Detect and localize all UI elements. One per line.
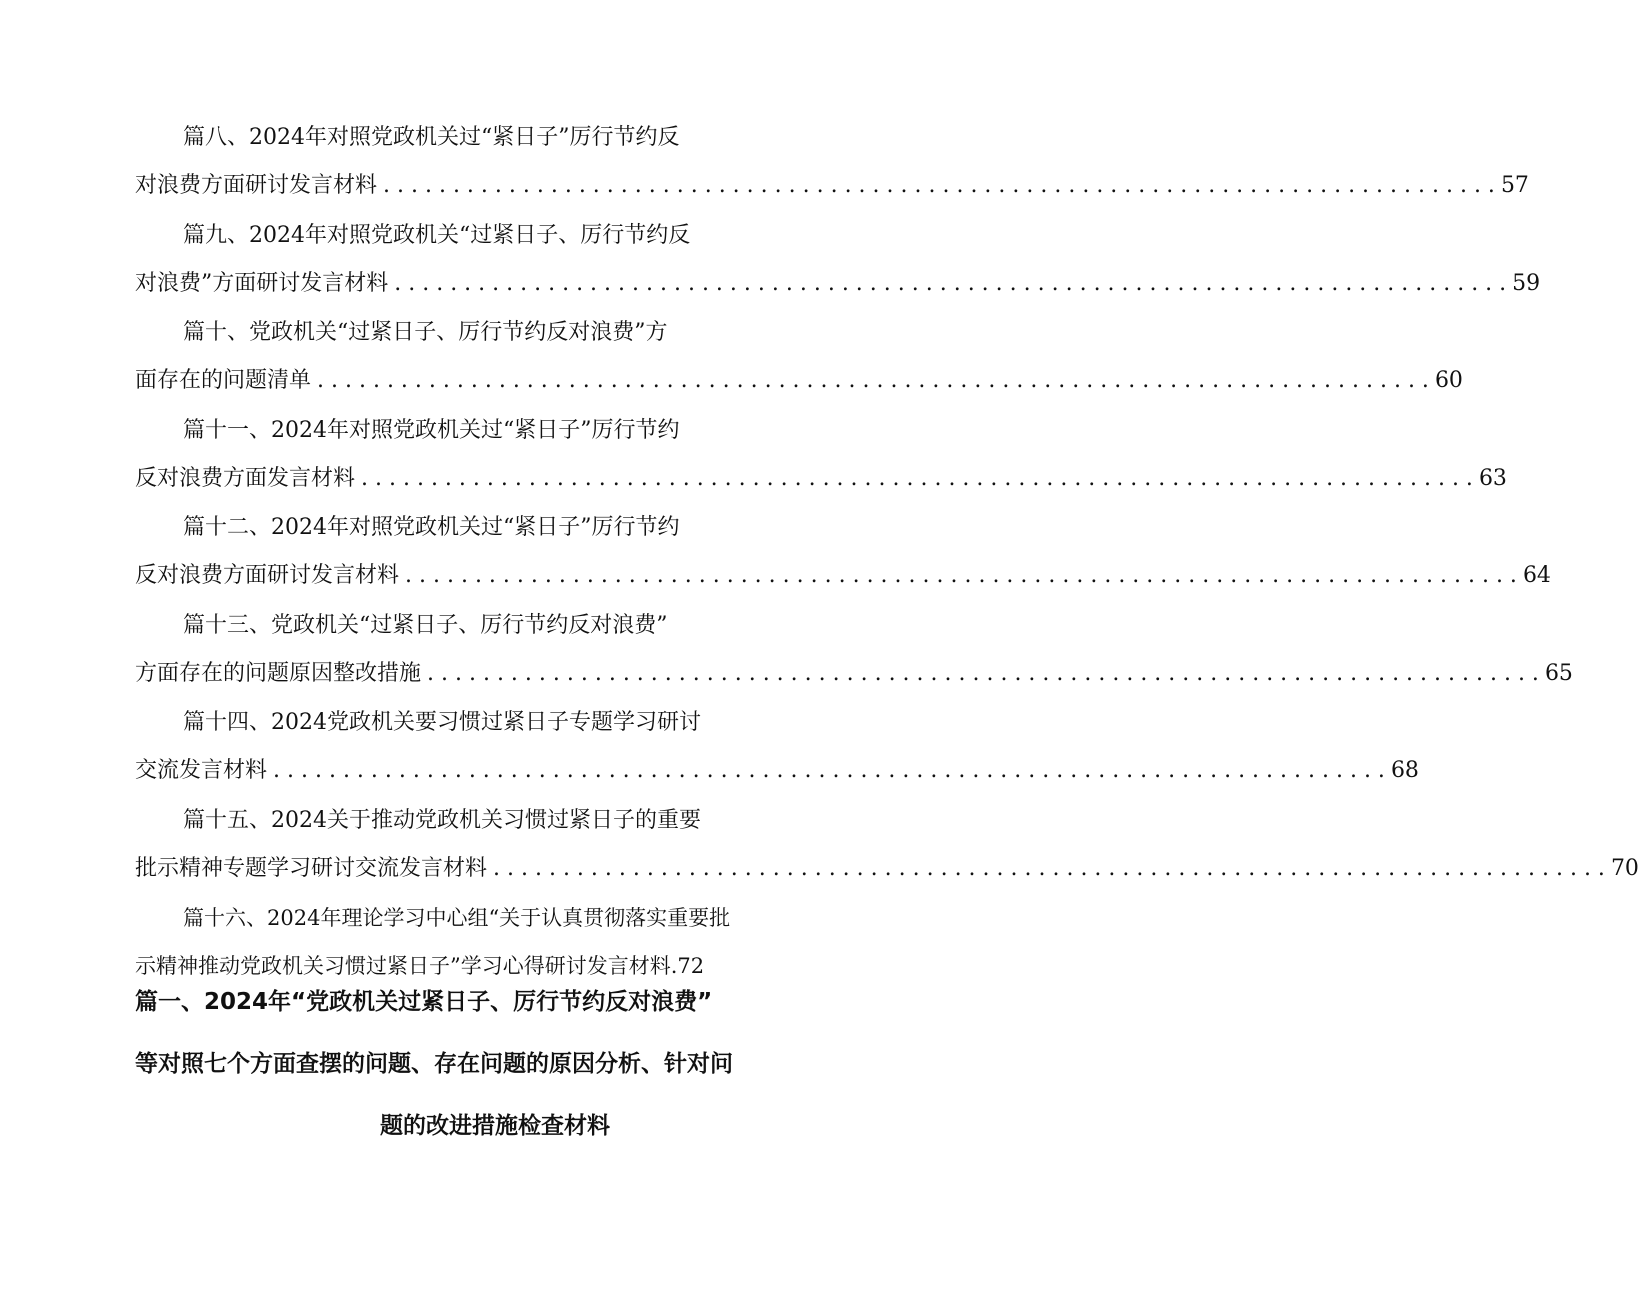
toc-entry-title-text: 反对浪费方面发言材料	[135, 465, 356, 491]
dot-leader: . . . . . . . . . . . . . . . . . . . . . . . . . . . . . . . . . . . . . . . . . . . . . . . . . . . . . . . . . . . . . . . . . . . . . . . . . . . . . . . .	[405, 563, 1517, 588]
toc-entry-title-line2	[135, 166, 1529, 206]
dot-leader: . . . . . . . . . . . . . . . . . . . . . . . . . . . . . . . . . . . . . . . . . . . . . . . . . . . . . . . . . . . . . . . . . . . . . . . . . . . . . . . .	[273, 758, 1385, 783]
toc-entry[interactable]	[135, 411, 1507, 503]
toc-page-number: 63	[1478, 465, 1507, 491]
dot-leader: . . . . . . . . . . . . . . . . . . . . . . . . . . . . . . . . . . . . . . . . . . . . . . . . . . . . . . . . . . . . . . . . . . . . . . . . . . . . . . . .	[394, 270, 1507, 296]
toc-page-number: 57	[1500, 173, 1529, 198]
section-heading-line2: 等对照七个方面查摆的问题、存在问题的原因分析、针对问	[135, 1051, 733, 1077]
toc-entry-title-line2	[135, 361, 1463, 401]
toc-entry-title-text: 批示精神专题学习研讨交流发言材料	[135, 855, 488, 881]
toc-entry-title-text: 方面存在的问题原因整改措施	[135, 660, 422, 686]
dot-leader: . . . . . . . . . . . . . . . . . . . . . . . . . . . . . . . . . . . . . . . . . . . . . . . . . . . . . . . . . . . . . . . . . . . . . . . . . . . . . . . .	[493, 855, 1605, 881]
toc-entry[interactable]	[135, 216, 1541, 308]
toc-entry-title-line2	[135, 751, 1419, 791]
toc-page-number: 70	[1610, 855, 1639, 881]
toc-entry-title-line1: 篇十一、2024年对照党政机关过“紧日子”厉行节约	[183, 417, 680, 443]
toc-page-number: 60	[1434, 368, 1463, 393]
toc-entry[interactable]	[135, 898, 775, 990]
toc-entry-title-line1: 篇十二、2024年对照党政机关过“紧日子”厉行节约	[183, 515, 680, 540]
toc-entry-title-line1: 篇十、党政机关“过紧日子、厉行节约反对浪费”方	[183, 320, 668, 345]
toc-entry-title-text: 对浪费”方面研讨发言材料	[135, 270, 389, 296]
toc-entry-title-text: 交流发言材料	[135, 758, 268, 783]
toc-entry[interactable]	[135, 606, 1573, 698]
toc-entry-title-line1: 篇九、2024年对照党政机关“过紧日子、厉行节约反	[183, 222, 691, 248]
dot-leader: . . . . . . . . . . . . . . . . . . . . . . . . . . . . . . . . . . . . . . . . . . . . . . . . . . . . . . . . . . . . . . . . . . . . . . . . . . . . . . . .	[383, 173, 1495, 198]
toc-entry-title-line2	[135, 264, 1541, 304]
toc-entry-title-text: 反对浪费方面研讨发言材料	[135, 563, 400, 588]
toc-entry-title-text: 面存在的问题清单	[135, 368, 312, 393]
section-heading-line1: 篇一、2024年“党政机关过紧日子、厉行节约反对浪费”	[135, 989, 713, 1015]
toc-page-number: 72	[677, 954, 705, 978]
toc-entry-title-line1: 篇十四、2024党政机关要习惯过紧日子专题学习研讨	[183, 710, 701, 735]
toc-entry-title-line1: 篇十六、2024年理论学习中心组“关于认真贯彻落实重要批	[183, 906, 731, 930]
toc-entry-title-text: 对浪费方面研讨发言材料	[135, 173, 378, 198]
toc-entry-title-line1: 篇十五、2024关于推动党政机关习惯过紧日子的重要	[183, 807, 701, 833]
toc-entry-title-line2	[135, 849, 1639, 889]
section-heading-line3	[135, 1106, 785, 1146]
toc-entry-title-line2	[135, 946, 769, 986]
toc-entry-title-line2	[135, 654, 1573, 694]
toc-page-number: 65	[1544, 660, 1573, 686]
toc-entry-title-line1: 篇十三、党政机关“过紧日子、厉行节约反对浪费”	[183, 612, 668, 638]
dot-leader: . . . . . . . . . . . . . . . . . . . . . . . . . . . . . . . . . . . . . . . . . . . . . . . . . . . . . . . . . . . . . . . . . . . . . . . . . . . . . . . .	[317, 368, 1429, 393]
section-heading-line3-text: 题的改进措施检查材料	[380, 1113, 610, 1139]
toc-entry-title-line1: 篇八、2024年对照党政机关过“紧日子”厉行节约反	[183, 125, 680, 150]
toc-page-number: 59	[1512, 270, 1541, 296]
toc-entry[interactable]	[135, 801, 1639, 893]
toc-entry-title-text: 示精神推动党政机关习惯过紧日子”学习心得研讨发言材料.	[135, 954, 678, 978]
toc-entry-title-line2	[135, 556, 1551, 596]
toc-entry[interactable]	[135, 703, 1419, 795]
toc-entry[interactable]	[135, 118, 1529, 210]
toc-entry[interactable]	[135, 508, 1551, 600]
toc-entry[interactable]	[135, 313, 1463, 405]
toc-page-number: 64	[1522, 563, 1551, 588]
toc-page-number: 68	[1390, 758, 1419, 783]
dot-leader: . . . . . . . . . . . . . . . . . . . . . . . . . . . . . . . . . . . . . . . . . . . . . . . . . . . . . . . . . . . . . . . . . . . . . . . . . . . . . . . .	[427, 660, 1539, 686]
dot-leader: . . . . . . . . . . . . . . . . . . . . . . . . . . . . . . . . . . . . . . . . . . . . . . . . . . . . . . . . . . . . . . . . . . . . . . . . . . . . . . . .	[361, 465, 1473, 491]
toc-entry-title-line2	[135, 459, 1507, 499]
